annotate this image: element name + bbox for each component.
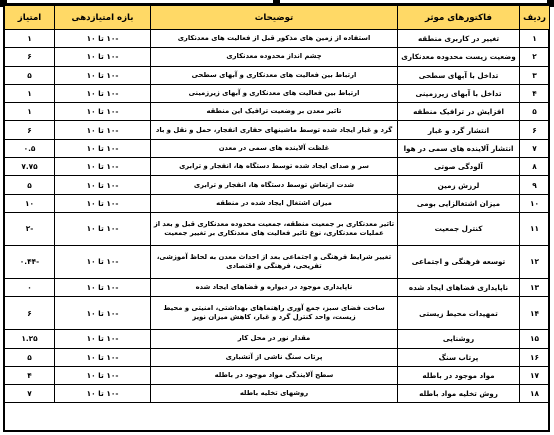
header-range: بازه امتیازدهی (55, 6, 151, 30)
factor-cell[interactable]: میزان اشتغالزایی بومی (398, 194, 520, 212)
factor-cell[interactable]: انتشار آلاینده های سمی در هوا (398, 139, 520, 157)
score-cell[interactable]: ۱ (5, 30, 55, 48)
description-cell[interactable]: تغییر شرایط فرهنگی و اجتماعی بعد از احداث معدن به لحاظ آموزشی، تفریحی، فرهنگی و اقتصادی (151, 245, 398, 278)
table-row (5, 297, 550, 330)
header-score: امتیاز (5, 6, 55, 30)
score-cell[interactable]: ۰.۵ (5, 139, 55, 157)
score-cell[interactable]: ۱.۲۵ (5, 330, 55, 348)
table-row (5, 176, 550, 194)
row-number-cell[interactable]: ۳ (520, 66, 550, 84)
header-factor: فاکتورهای موثر (398, 6, 520, 30)
factor-cell[interactable]: توسعه فرهنگی و اجتماعی (398, 245, 520, 278)
row-number-cell[interactable]: ۹ (520, 176, 550, 194)
row-number-cell[interactable]: ۱۶ (520, 348, 550, 366)
row-number-cell[interactable]: ۴ (520, 84, 550, 102)
score-cell[interactable]: ۵ (5, 348, 55, 366)
row-number-cell[interactable]: ۱ (520, 30, 550, 48)
table-row (5, 245, 550, 278)
table-row (5, 158, 550, 176)
row-number-cell[interactable]: ۲ (520, 48, 550, 66)
range-cell[interactable]: -۱۰ تا ۱۰ (55, 330, 151, 348)
criteria-table (4, 5, 550, 403)
range-cell[interactable]: -۱۰ تا ۱۰ (55, 158, 151, 176)
row-number-cell[interactable]: ۷ (520, 139, 550, 157)
range-cell[interactable]: -۱۰ تا ۱۰ (55, 212, 151, 245)
factor-cell[interactable]: انتشار گرد و غبار (398, 121, 520, 139)
table-row (5, 30, 550, 48)
row-number-cell[interactable]: ۱۷ (520, 366, 550, 384)
factor-cell[interactable]: مواد موجود در باطله (398, 366, 520, 384)
score-cell[interactable]: ۱۰ (5, 194, 55, 212)
description-cell[interactable]: میزان اشتغال ایجاد شده در منطقه (151, 194, 398, 212)
row-number-cell[interactable]: ۸ (520, 158, 550, 176)
table-row (5, 121, 550, 139)
table-row (5, 66, 550, 84)
table-row (5, 84, 550, 102)
score-cell[interactable]: ۶ (5, 121, 55, 139)
header-description: توضیحات (151, 6, 398, 30)
factor-cell[interactable]: روش تخلیه مواد باطله (398, 385, 520, 403)
row-number-cell[interactable]: ۱۸ (520, 385, 550, 403)
range-cell[interactable]: -۱۰ تا ۱۰ (55, 84, 151, 102)
range-cell[interactable]: -۱۰ تا ۱۰ (55, 48, 151, 66)
score-cell[interactable]: ۷ (5, 385, 55, 403)
description-cell[interactable]: شدت ارتعاش توسط دستگاه ها، انفجار و ترابری (151, 176, 398, 194)
description-cell[interactable]: سطح آلایندگی مواد موجود در باطله (151, 366, 398, 384)
header-row-number: ردیف (520, 6, 550, 30)
range-cell[interactable]: -۱۰ تا ۱۰ (55, 30, 151, 48)
row-number-cell[interactable]: ۱۴ (520, 297, 550, 330)
description-cell[interactable]: پرتاب سنگ ناشی از آتشباری (151, 348, 398, 366)
row-number-cell[interactable]: ۱۲ (520, 245, 550, 278)
description-cell[interactable]: غلظت آلاینده های سمی در معدن (151, 139, 398, 157)
table-body (5, 30, 550, 403)
range-cell[interactable]: -۱۰ تا ۱۰ (55, 176, 151, 194)
table-row (5, 278, 550, 296)
range-cell[interactable]: -۱۰ تا ۱۰ (55, 245, 151, 278)
row-number-cell[interactable]: ۱۵ (520, 330, 550, 348)
row-number-cell[interactable]: ۱۱ (520, 212, 550, 245)
range-cell[interactable]: -۱۰ تا ۱۰ (55, 194, 151, 212)
range-cell[interactable]: -۱۰ تا ۱۰ (55, 385, 151, 403)
table-row (5, 212, 550, 245)
factor-cell[interactable]: تداخل با آبهای سطحی (398, 66, 520, 84)
description-cell[interactable]: سر و صدای ایجاد شده توسط دستگاه ها، انفجار و ترابری (151, 158, 398, 176)
range-cell[interactable]: -۱۰ تا ۱۰ (55, 121, 151, 139)
table-row (5, 103, 550, 121)
table-header-row (5, 6, 550, 30)
row-number-cell[interactable]: ۱۳ (520, 278, 550, 296)
factor-cell[interactable]: روشنایی (398, 330, 520, 348)
table-row (5, 348, 550, 366)
range-cell[interactable]: -۱۰ تا ۱۰ (55, 297, 151, 330)
row-number-cell[interactable]: ۱۰ (520, 194, 550, 212)
factor-cell[interactable]: لرزش زمین (398, 176, 520, 194)
factor-cell[interactable]: وضعیت زیست محدوده معدنکاری (398, 48, 520, 66)
score-cell[interactable]: ۶ (5, 48, 55, 66)
table-row (5, 366, 550, 384)
description-cell[interactable]: ساخت فضای سبز، جمع آوری راهنماهای بهداشتی، امنیتی و محیط زیست، واحد کنترل گرد و غبار، کاهش میزان نویز (151, 297, 398, 330)
factor-cell[interactable]: تغییر در کاربری منطقه (398, 30, 520, 48)
table-row (5, 385, 550, 403)
description-cell[interactable]: مقدار نور در محل کار (151, 330, 398, 348)
factor-cell[interactable]: تداخل با آبهای زیرزمینی (398, 84, 520, 102)
score-cell[interactable]: ۱ (5, 84, 55, 102)
table-row (5, 48, 550, 66)
score-cell[interactable]: ۰ (5, 278, 55, 296)
range-cell[interactable]: -۱۰ تا ۱۰ (55, 348, 151, 366)
score-cell[interactable]: ۷.۷۵ (5, 158, 55, 176)
score-cell[interactable]: ۴ (5, 366, 55, 384)
factor-cell[interactable]: ناپایداری فضاهای ایجاد شده (398, 278, 520, 296)
description-cell[interactable]: ارتباط بین فعالیت های معدنکاری و آبهای زیرزمینی (151, 84, 398, 102)
range-cell[interactable]: -۱۰ تا ۱۰ (55, 139, 151, 157)
description-cell[interactable]: روشهای تخلیه باطله (151, 385, 398, 403)
range-cell[interactable]: -۱۰ تا ۱۰ (55, 66, 151, 84)
description-cell[interactable]: ارتباط بین فعالیت های معدنکاری و آبهای سطحی (151, 66, 398, 84)
description-cell[interactable]: گرد و غبار ایجاد شده توسط ماشینهای حفاری انفجار، حمل و نقل و باد (151, 121, 398, 139)
description-cell[interactable]: ناپایداری موجود در دیواره و فضاهای ایجاد شده (151, 278, 398, 296)
row-number-cell[interactable]: ۶ (520, 121, 550, 139)
score-cell[interactable]: -۲ (5, 212, 55, 245)
score-cell[interactable]: ۵ (5, 66, 55, 84)
row-number-cell[interactable]: ۵ (520, 103, 550, 121)
factor-cell[interactable]: کنترل جمعیت (398, 212, 520, 245)
factor-cell[interactable]: پرتاب سنگ (398, 348, 520, 366)
factor-cell[interactable]: آلودگی صوتی (398, 158, 520, 176)
range-cell[interactable]: -۱۰ تا ۱۰ (55, 103, 151, 121)
factor-cell[interactable]: افزایش در ترافیک منطقه (398, 103, 520, 121)
description-cell[interactable]: استفاده از زمین های مذکور قبل از فعالیت های معدنکاری (151, 30, 398, 48)
description-cell[interactable]: چشم انداز محدوده معدنکاری (151, 48, 398, 66)
factor-cell[interactable]: تمهیدات محیط زیستی (398, 297, 520, 330)
table-row (5, 194, 550, 212)
table-row (5, 330, 550, 348)
score-cell[interactable]: ۱ (5, 103, 55, 121)
score-cell[interactable]: ۵ (5, 176, 55, 194)
score-cell[interactable]: ۶ (5, 297, 55, 330)
range-cell[interactable]: -۱۰ تا ۱۰ (55, 278, 151, 296)
score-cell[interactable]: -۰.۴۴ (5, 245, 55, 278)
range-cell[interactable]: -۱۰ تا ۱۰ (55, 366, 151, 384)
description-cell[interactable]: تاثیر معدن بر وضعیت ترافیک این منطقه (151, 103, 398, 121)
table-row (5, 139, 550, 157)
description-cell[interactable]: تاثیر معدنکاری بر جمعیت منطقه، جمعیت محدوده معدنکاری قبل و بعد از عملیات معدنکاری، نوع تاثیر فعالیت های معدنکاری بر تغییر جمعیت (151, 212, 398, 245)
